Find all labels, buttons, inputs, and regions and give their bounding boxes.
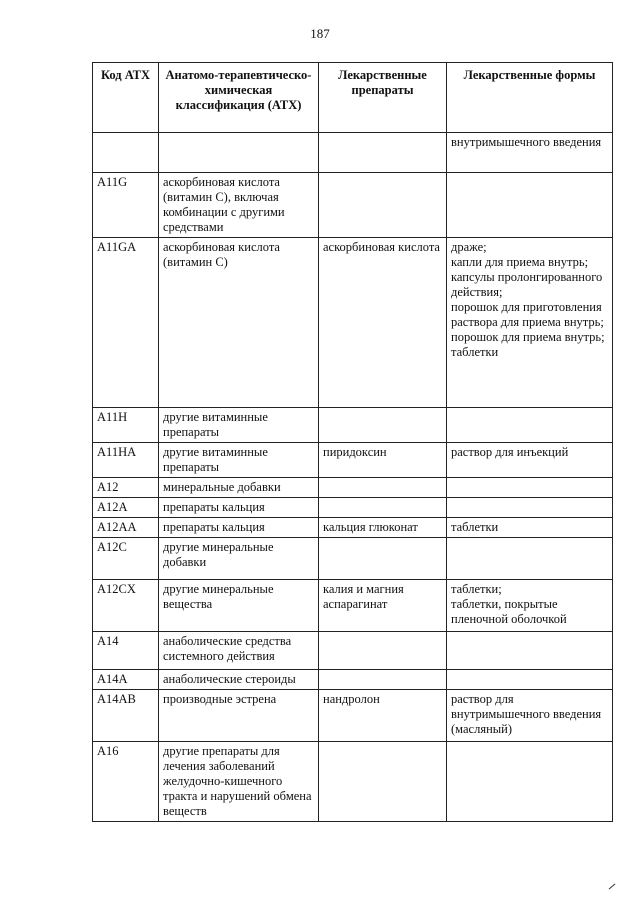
cell-forms bbox=[447, 478, 613, 498]
cell-classification: препараты кальция bbox=[159, 518, 319, 538]
cell-code: A16 bbox=[93, 742, 159, 822]
cell-classification: производные эстрена bbox=[159, 690, 319, 742]
table-row bbox=[93, 538, 613, 580]
table-row bbox=[93, 632, 613, 670]
cell-classification: аскорбиновая кислота (витамин С), включая комбинации с другими средствами bbox=[159, 173, 319, 238]
cell-classification: аскорбиновая кислота (витамин С) bbox=[159, 238, 319, 408]
cell-forms bbox=[447, 742, 613, 822]
cell-code: A14A bbox=[93, 670, 159, 690]
cell-drug bbox=[319, 408, 447, 443]
cell-code bbox=[93, 133, 159, 173]
cell-drug bbox=[319, 498, 447, 518]
cell-forms bbox=[447, 408, 613, 443]
table-row bbox=[93, 443, 613, 478]
table-row bbox=[93, 742, 613, 822]
cell-code: A11HA bbox=[93, 443, 159, 478]
table-row bbox=[93, 670, 613, 690]
cell-forms: драже; капли для приема внутрь; капсулы пролонгированного действия; порошок для приготовления раствора для приема внутрь; порошок для приема внутрь; таблетки bbox=[447, 238, 613, 408]
table-row bbox=[93, 478, 613, 498]
cell-classification: другие минеральные вещества bbox=[159, 580, 319, 632]
header-drugs: Лекарственные препараты bbox=[319, 63, 447, 133]
cell-classification: другие витаминные препараты bbox=[159, 443, 319, 478]
cell-forms: раствор для внутримышечного введения (масляный) bbox=[447, 690, 613, 742]
cell-classification: минеральные добавки bbox=[159, 478, 319, 498]
table-row bbox=[93, 238, 613, 408]
table-row bbox=[93, 173, 613, 238]
cell-code: A14 bbox=[93, 632, 159, 670]
cell-code: A12CX bbox=[93, 580, 159, 632]
atx-table bbox=[92, 62, 613, 822]
header-code: Код АТХ bbox=[93, 63, 159, 133]
cell-forms bbox=[447, 498, 613, 518]
cell-drug bbox=[319, 538, 447, 580]
cell-forms bbox=[447, 670, 613, 690]
cell-drug bbox=[319, 478, 447, 498]
cell-classification: другие минеральные добавки bbox=[159, 538, 319, 580]
cell-code: A11G bbox=[93, 173, 159, 238]
cell-forms: таблетки; таблетки, покрытые пленочной оболочкой bbox=[447, 580, 613, 632]
cell-drug: калия и магния аспарагинат bbox=[319, 580, 447, 632]
margin-mark bbox=[609, 884, 616, 890]
cell-classification: анаболические средства системного действия bbox=[159, 632, 319, 670]
cell-drug bbox=[319, 133, 447, 173]
cell-drug bbox=[319, 173, 447, 238]
cell-classification: другие витаминные препараты bbox=[159, 408, 319, 443]
header-forms: Лекарственные формы bbox=[447, 63, 613, 133]
page-number: 187 bbox=[310, 26, 330, 41]
table-header-row bbox=[93, 63, 613, 133]
table-body bbox=[93, 133, 613, 822]
cell-drug bbox=[319, 670, 447, 690]
cell-drug: пиридоксин bbox=[319, 443, 447, 478]
cell-drug bbox=[319, 632, 447, 670]
cell-code: A11H bbox=[93, 408, 159, 443]
table-row bbox=[93, 690, 613, 742]
cell-classification: другие препараты для лечения заболеваний желудочно-кишечного тракта и нарушений обмена веществ bbox=[159, 742, 319, 822]
cell-code: A12 bbox=[93, 478, 159, 498]
cell-drug bbox=[319, 742, 447, 822]
cell-code: A11GA bbox=[93, 238, 159, 408]
cell-forms: внутримышечного введения bbox=[447, 133, 613, 173]
cell-code: A14AB bbox=[93, 690, 159, 742]
cell-drug: кальция глюконат bbox=[319, 518, 447, 538]
table-row bbox=[93, 498, 613, 518]
cell-code: A12A bbox=[93, 498, 159, 518]
cell-classification: анаболические стероиды bbox=[159, 670, 319, 690]
cell-forms bbox=[447, 538, 613, 580]
cell-drug: нандролон bbox=[319, 690, 447, 742]
cell-drug: аскорбиновая кислота bbox=[319, 238, 447, 408]
cell-code: A12AA bbox=[93, 518, 159, 538]
header-classification: Анатомо-терапевтическо-химическая классификация (АТХ) bbox=[159, 63, 319, 133]
table-row bbox=[93, 408, 613, 443]
cell-classification: препараты кальция bbox=[159, 498, 319, 518]
table-row bbox=[93, 518, 613, 538]
cell-code: A12C bbox=[93, 538, 159, 580]
cell-forms bbox=[447, 173, 613, 238]
cell-classification bbox=[159, 133, 319, 173]
cell-forms: таблетки bbox=[447, 518, 613, 538]
cell-forms: раствор для инъекций bbox=[447, 443, 613, 478]
cell-forms bbox=[447, 632, 613, 670]
table-row bbox=[93, 580, 613, 632]
table-row bbox=[93, 133, 613, 173]
